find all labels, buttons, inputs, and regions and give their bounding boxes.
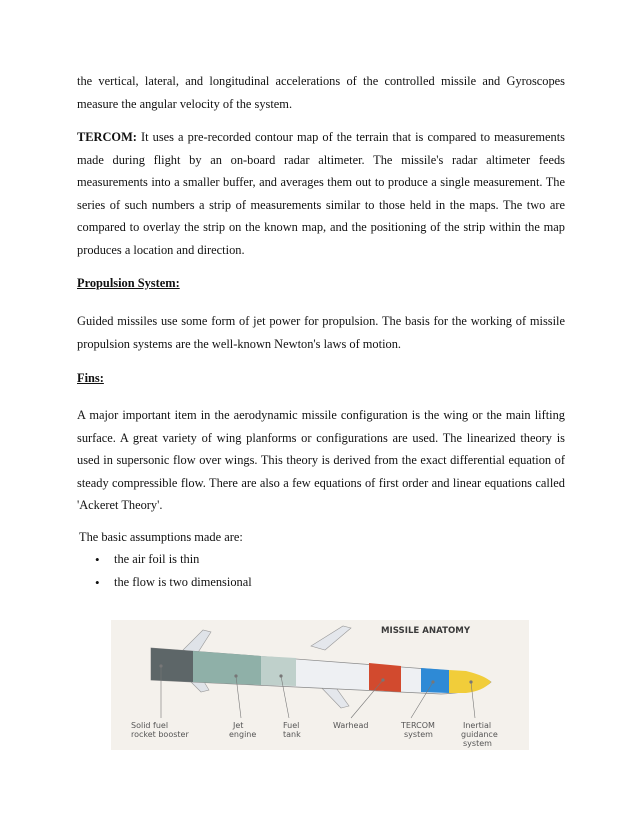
booster-section <box>151 648 193 682</box>
tercom-label: TERCOM: <box>77 130 137 144</box>
heading-fins: Fins: <box>77 371 104 385</box>
tercom-text: It uses a pre-recorded contour map of the terrain that is compared to measurements made during flight by an on-board radar altimeter. The missile's radar altimeter feeds measurements into a smaller buffer, and averages them out to produce a single measurement. The series of such numbers a strip of measurements similar to those held in the maps. The two are compared to overlay the strip on the known map, and the positioning of the strip within the map produces a location and direction. <box>77 130 565 257</box>
label-fuel-2: tank <box>283 730 301 739</box>
label-booster-1: Solid fuel <box>131 721 169 730</box>
list-item: • the flow is two dimensional <box>95 571 252 594</box>
list-item: • the air foil is thin <box>95 548 252 571</box>
fuel-tank-section <box>261 656 296 686</box>
figure-title: MISSILE ANATOMY <box>381 626 471 636</box>
label-booster-2: rocket booster <box>131 730 189 739</box>
label-warhead: Warhead <box>333 721 369 730</box>
label-tercom-1: TERCOM <box>401 721 435 730</box>
assumptions-list <box>95 548 252 594</box>
paragraph-sensors: the vertical, lateral, and longitudinal accelerations of the controlled missile and Gyroscopes measure the angular velocity of the system. <box>77 74 565 111</box>
heading-propulsion: Propulsion System: <box>77 276 180 290</box>
label-tercom-2: system <box>404 730 433 739</box>
upper-wing <box>311 626 351 650</box>
label-guidance-3: system <box>463 739 492 748</box>
missile-diagram <box>111 620 529 750</box>
label-fuel-1: Fuel <box>283 721 300 730</box>
missile-anatomy-figure <box>111 620 529 750</box>
label-guidance-2: guidance <box>461 730 498 739</box>
warhead-section <box>369 663 401 692</box>
assumptions-intro: The basic assumptions made are: <box>79 530 243 544</box>
paragraph-propulsion: Guided missiles use some form of jet power for propulsion. The basis for the working of missile propulsion systems are the well-known Newton's laws of motion. <box>77 314 565 351</box>
paragraph-fins: A major important item in the aerodynamic missile configuration is the wing or the main lifting surface. A great variety of wing planforms or configurations are used. The linearized theory is used in supersonic flow over wings. This theory is derived from the exact differential equation of steady compressible flow. There are also a few equations of first order and linear equations called 'Ackeret Theory'. <box>77 408 565 513</box>
label-guidance-1: Inertial <box>463 721 492 730</box>
paragraph-tercom <box>77 126 565 262</box>
tercom-section <box>421 668 449 693</box>
label-engine-2: engine <box>229 730 257 739</box>
engine-section <box>193 651 261 685</box>
label-engine-1: Jet <box>233 721 244 730</box>
